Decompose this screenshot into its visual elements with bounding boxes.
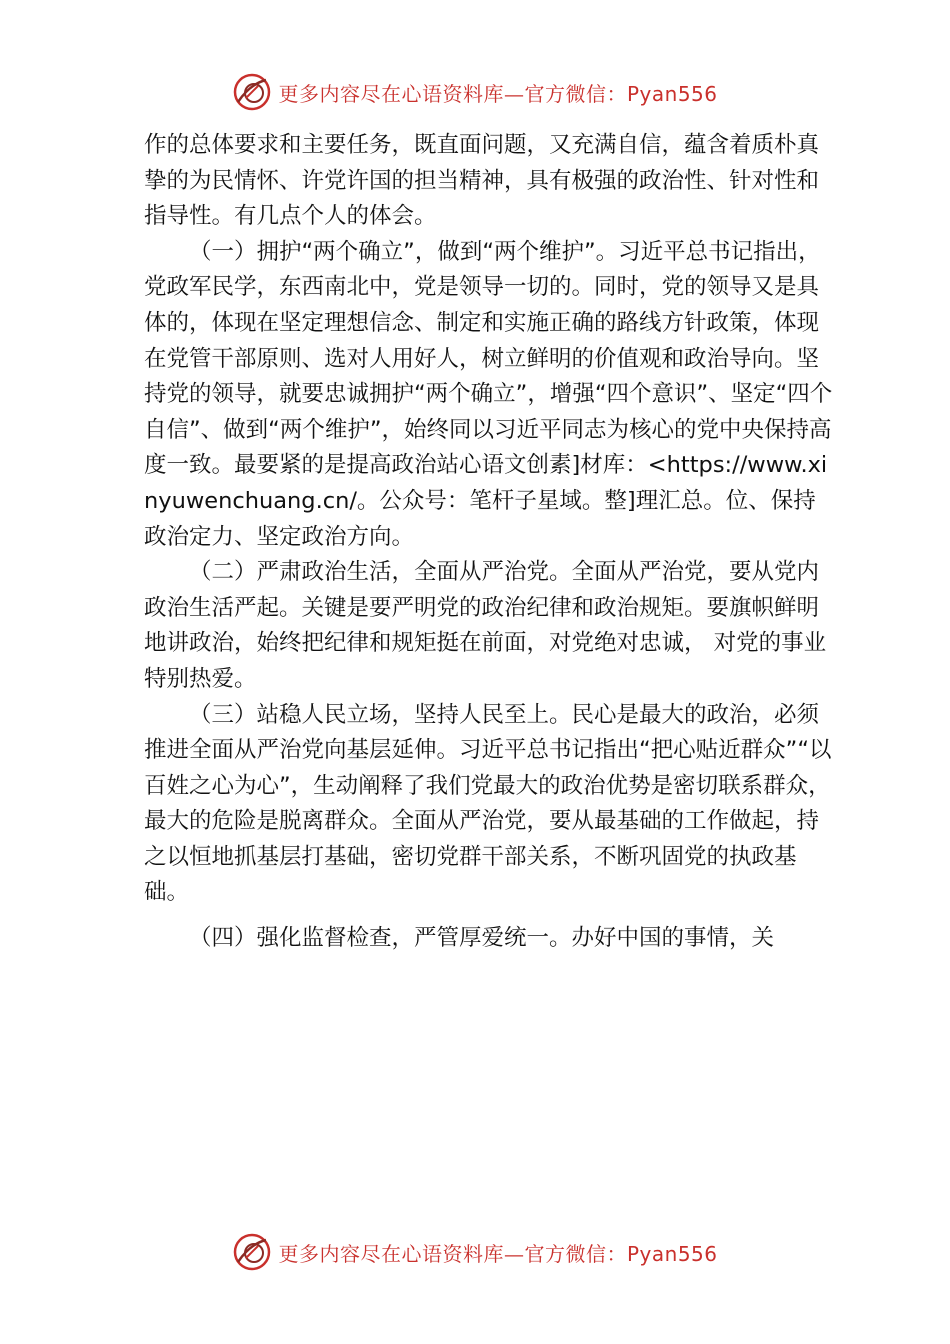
paragraph-section-4: （四）强化监督检查，严管厚爱统一。办好中国的事情，关 — [189, 925, 775, 952]
paragraph-section-2: （二）严肃政治生活，全面从严治党。全面从严治党，要从党内政治生活严起。关键是要严明党的政治纪律和政治规矩。要旗帜鲜明地讲政治，始终把纪律和规矩挺在前面，对党绝对忠诚， 对党的事业特别热爱。 — [144, 559, 827, 692]
document-body — [144, 128, 834, 957]
footer-banner — [0, 1232, 950, 1272]
header-banner — [0, 72, 950, 112]
banner-text: 更多内容尽在心语资料库—官方微信：Pyan556 — [278, 81, 718, 106]
paragraph-section-1: （一）拥护“两个确立”，做到“两个维护”。习近平总书记指出，党政军民学，东西南北中，党是领导一切的。同时，党的领导又是具体的，体现在坚定理想信念、制定和实施正确的路线方针政策，体现在党管干部原则、选对人用好人，树立鲜明的价值观和政治导向。坚持党的领导，就要忠诚拥护“两个确立”，增强“四个意识”、坚定“四个自信”、做到“两个维护”，始终同以习近平同志为核心的党中央保持高度一致。最要紧的是提高政治站心语文创素]材库：<https://www.xinyuwenchuang.cn/。公众号：笔杆子星域。整]理汇总。位、保持政治定力、坚定政治方向。 — [144, 238, 833, 550]
banner-text: 更多内容尽在心语资料库—官方微信：Pyan556 — [278, 1241, 718, 1266]
logo-icon — [232, 1232, 272, 1272]
paragraph-section-3: （三）站稳人民立场，坚持人民至上。民心是最大的政治，必须推进全面从严治党向基层延伸。习近平总书记指出“把心贴近群众”“以百姓之心为心”，生动阐释了我们党最大的政治优势是密切联系群众，最大的危险是脱离群众。全面从严治党，要从最基础的工作做起，持之以恒地抓基层打基础，密切党群干部关系，不断巩固党的执政基础。 — [144, 701, 832, 906]
paragraph-intro: 作的总体要求和主要任务，既直面问题，又充满自信，蕴含着质朴真挚的为民情怀、许党许国的担当精神，具有极强的政治性、针对性和指导性。有几点个人的体会。 — [144, 132, 820, 230]
logo-icon — [232, 72, 272, 112]
